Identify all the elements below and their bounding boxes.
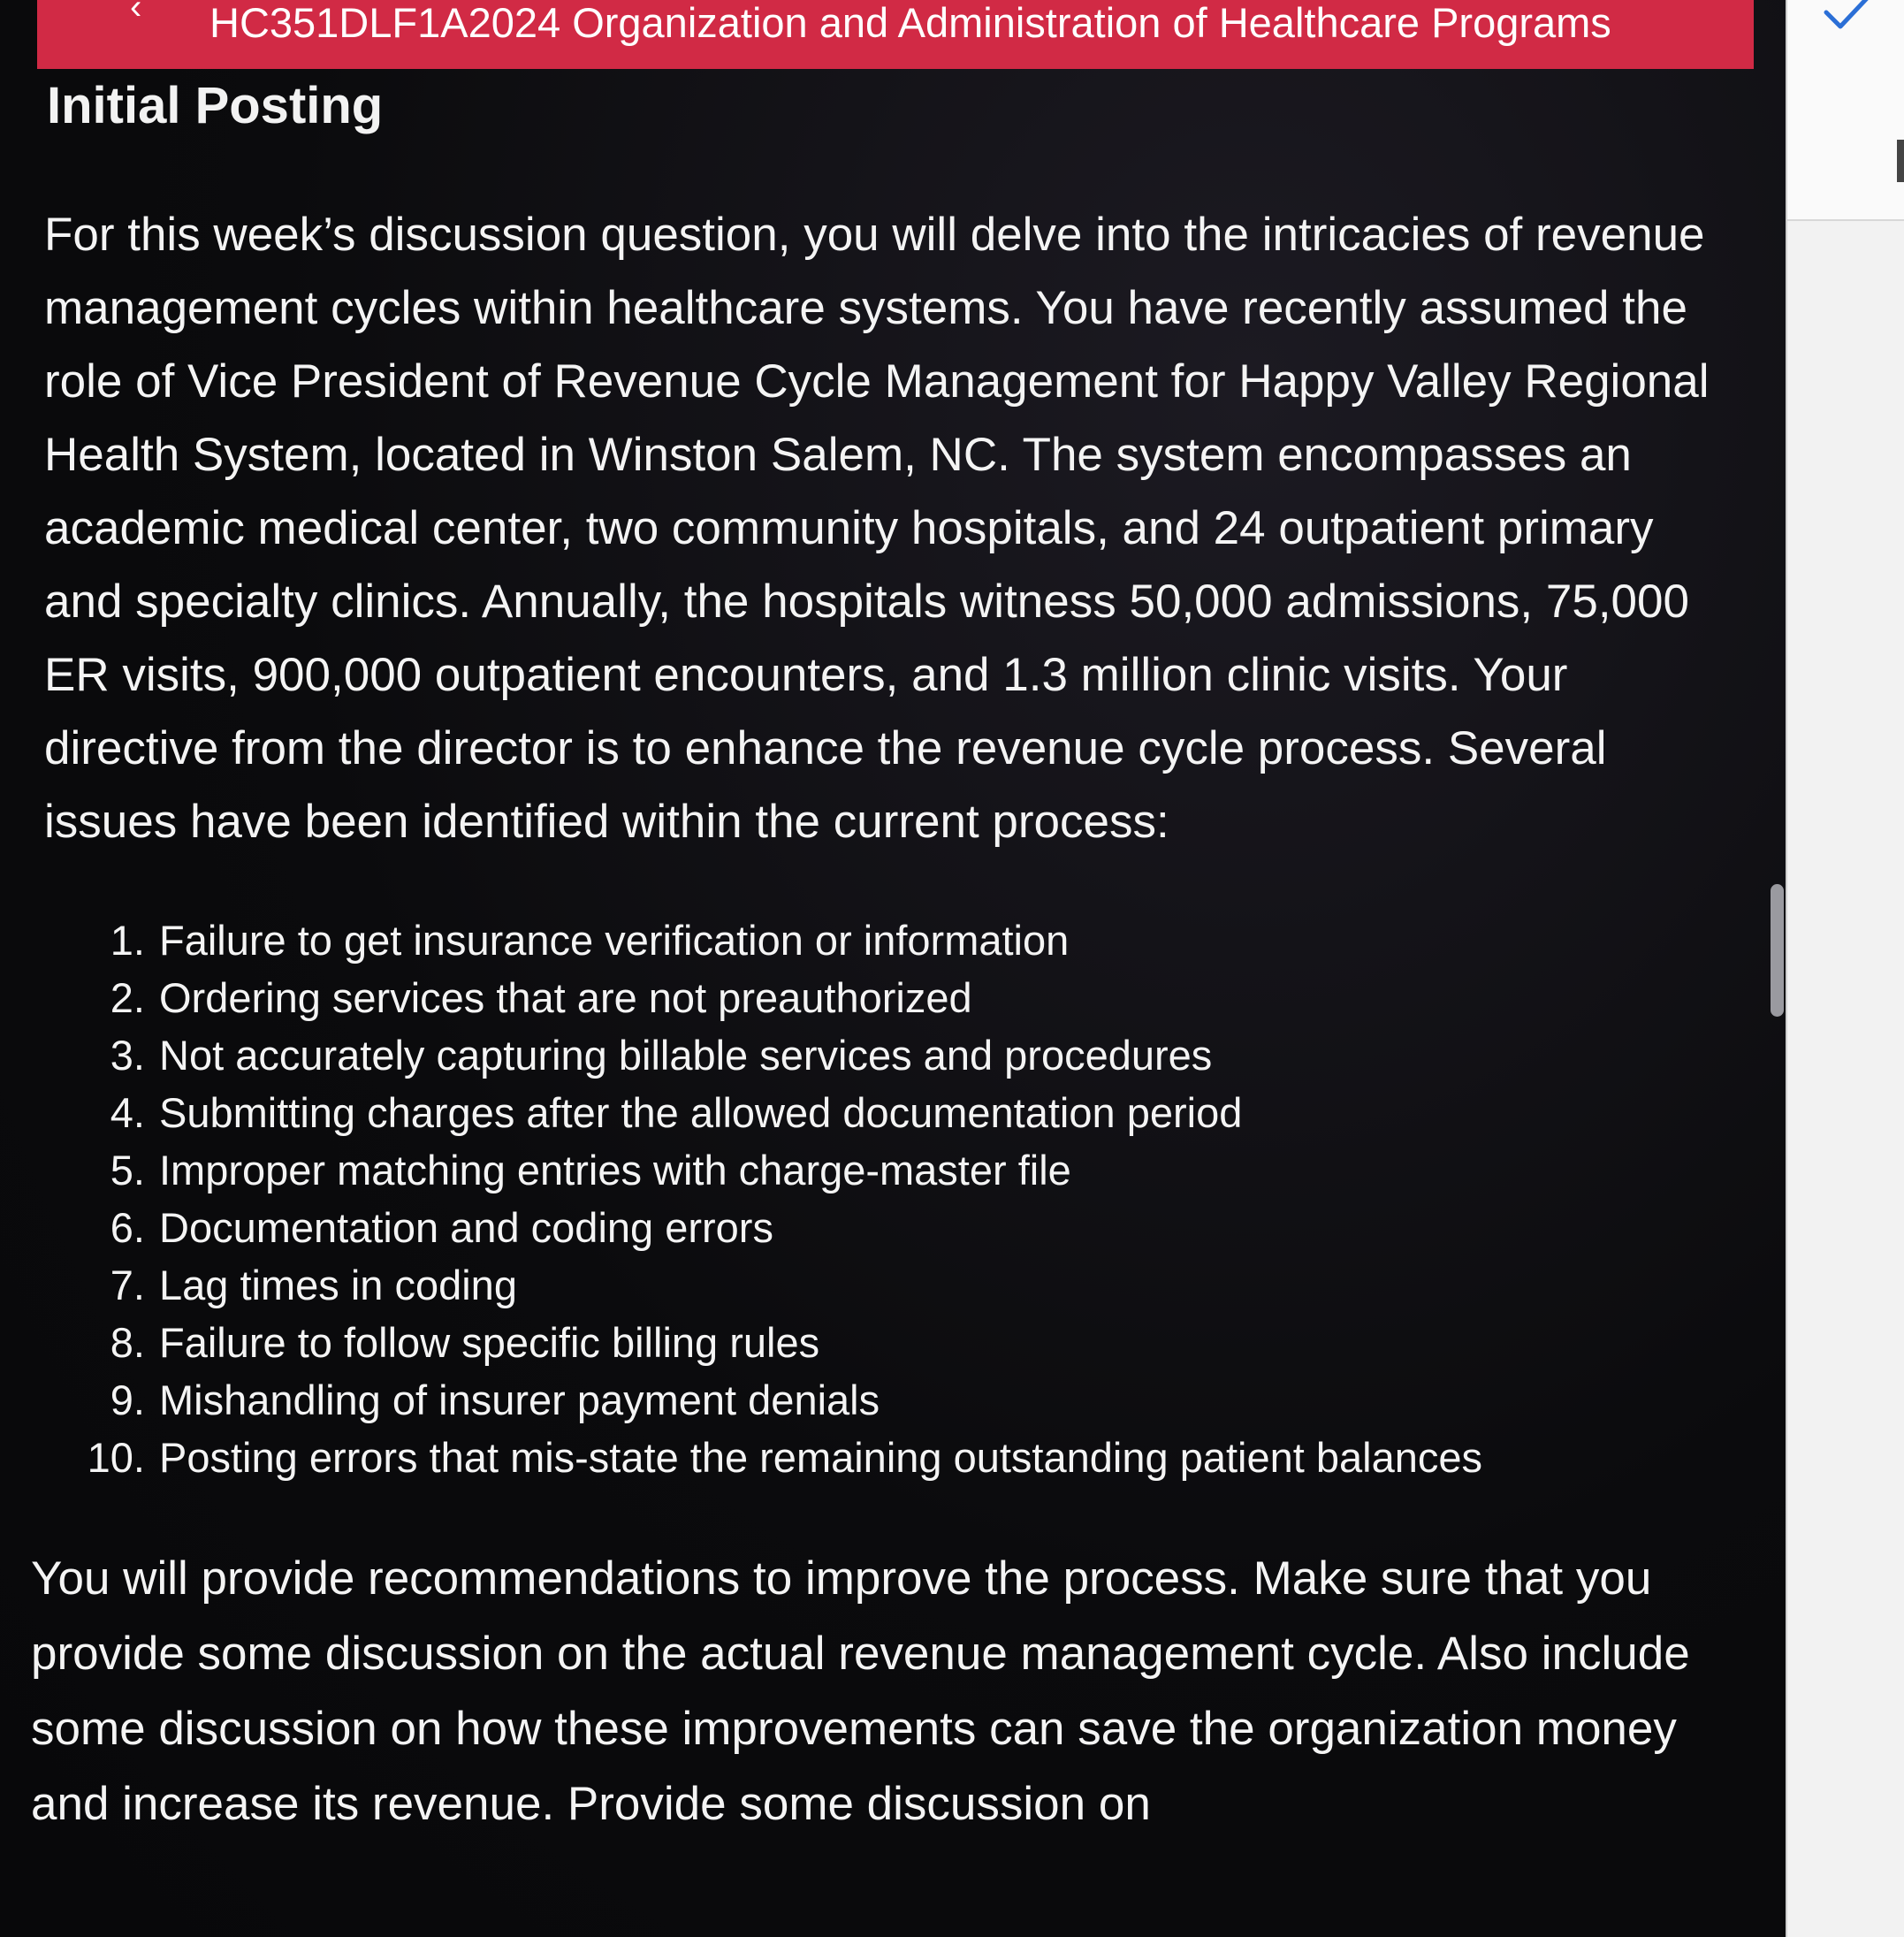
- list-item-number: 10.: [87, 1434, 145, 1481]
- list-item-text: Lag times in coding: [159, 1262, 517, 1308]
- list-item: [40, 1199, 1746, 1256]
- list-item-number: 7.: [110, 1262, 145, 1308]
- panel-tab[interactable]: [1897, 140, 1904, 182]
- list-item-number: 8.: [110, 1319, 145, 1366]
- list-item: [40, 1314, 1746, 1371]
- list-item-text: Mishandling of insurer payment denials: [159, 1376, 880, 1423]
- list-item-number: 1.: [110, 917, 145, 964]
- side-panel: [1786, 0, 1904, 1937]
- list-item: [40, 1256, 1746, 1314]
- list-item-number: 4.: [110, 1089, 145, 1136]
- list-item-number: 6.: [110, 1204, 145, 1251]
- list-item: [40, 1084, 1746, 1141]
- list-item-number: 2.: [110, 974, 145, 1021]
- course-title: HC351DLF1A2024 Organization and Administration of Healthcare Programs: [209, 0, 1611, 46]
- side-panel-header: [1787, 0, 1904, 221]
- list-item-text: Not accurately capturing billable services and procedures: [159, 1032, 1213, 1079]
- list-item-text: Ordering services that are not preauthorized: [159, 974, 972, 1021]
- check-icon[interactable]: [1821, 0, 1874, 37]
- list-item: [40, 1026, 1746, 1084]
- issues-list: [40, 911, 1746, 1486]
- list-item-text: Documentation and coding errors: [159, 1204, 773, 1251]
- list-item: [40, 969, 1746, 1026]
- list-item-number: 5.: [110, 1147, 145, 1193]
- section-heading: Initial Posting: [47, 77, 384, 134]
- course-header: [37, 0, 1754, 69]
- list-item-number: 9.: [110, 1376, 145, 1423]
- list-item-text: Failure to follow specific billing rules: [159, 1319, 820, 1366]
- list-item: [40, 1141, 1746, 1199]
- intro-paragraph: For this week’s discussion question, you will delve into the intricacies of revenue management cycles within healthcare systems. You have recently assumed the role of Vice President of Revenue Cycle Management for Happy Valley Regional Health System, located in Winston Salem, NC. The system encompasses an academic medical center, two community hospitals, and 24 outpatient primary and specialty clinics. Annually, the hospitals witness 50,000 admissions, 75,000 ER visits, 900,000 outpatient encounters, and 1.3 million clinic visits. Your directive from the director is to enhance the revenue cycle process. Several issues have been identified within the current process:: [44, 209, 1710, 848]
- scrollbar-thumb[interactable]: [1771, 884, 1784, 1017]
- discussion-content: [31, 71, 1746, 1842]
- list-item-text: Posting errors that mis-state the remaining outstanding patient balances: [159, 1434, 1483, 1481]
- list-item: [40, 1371, 1746, 1429]
- list-item: [40, 911, 1746, 969]
- list-item-number: 3.: [110, 1032, 145, 1079]
- list-item: [40, 1429, 1746, 1486]
- list-item-text: Improper matching entries with charge-master file: [159, 1147, 1071, 1193]
- list-item-text: Failure to get insurance verification or information: [159, 917, 1070, 964]
- chevron-left-icon[interactable]: ‹: [130, 0, 142, 27]
- list-item-text: Submitting charges after the allowed documentation period: [159, 1089, 1243, 1136]
- closing-paragraph: You will provide recommendations to improve the process. Make sure that you provide some discussion on the actual revenue management cycle. Also include some discussion on how these improvements can save the organization money and increase its revenue. Provide some discussion on: [31, 1552, 1690, 1830]
